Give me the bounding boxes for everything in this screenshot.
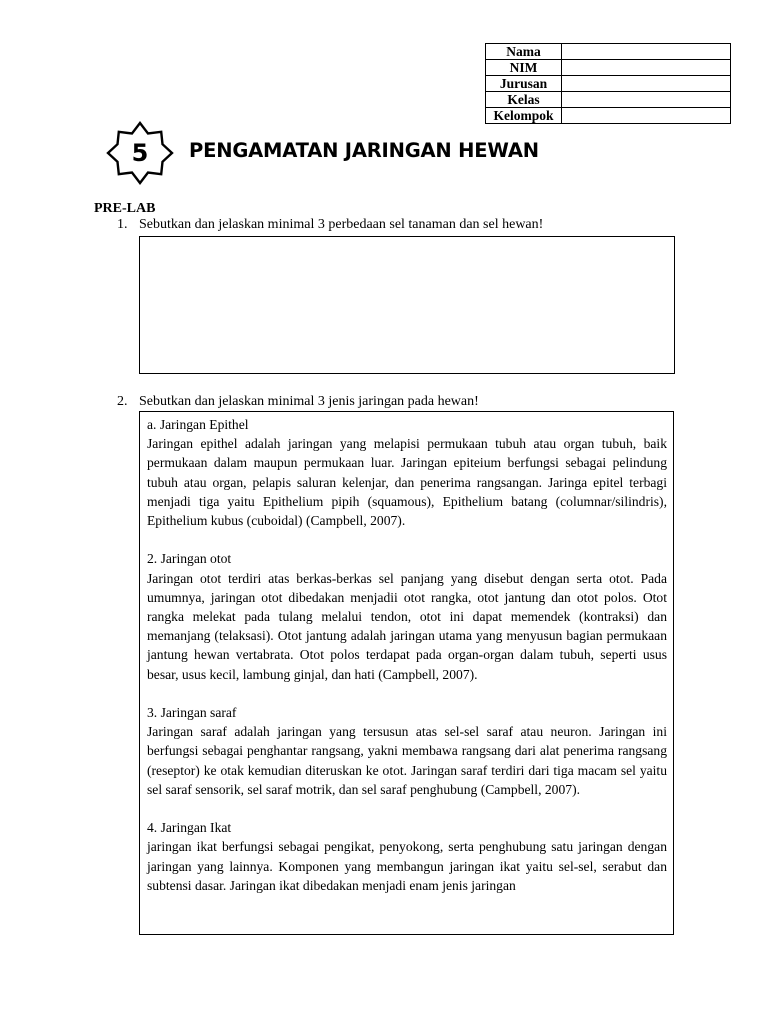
question-text: Sebutkan dan jelaskan minimal 3 jenis jaringan pada hewan! bbox=[139, 394, 479, 409]
info-label: Jurusan bbox=[486, 76, 562, 92]
section-heading: a. Jaringan Epithel bbox=[147, 417, 249, 432]
info-value-field[interactable] bbox=[562, 108, 731, 124]
section-heading: 4. Jaringan Ikat bbox=[147, 820, 232, 836]
chapter-title: PENGAMATAN JARINGAN HEWAN bbox=[189, 139, 539, 162]
section-body: Jaringan otot terdiri atas berkas-berkas sel panjang yang disebut dengan serta otot. Pada umumnya, jaringan otot dibedakan menjadii otot rangka, otot jantung dan otot polos. Otot rangka melekat pada tulang melalui tendon, otot ini dapat memendek (kontraksi) dan memanjang (telaksasi). Otot jantung adalah jaringan utama yang menyusun bagian permukaan jantung hewan vertabrata. Otot polos terdapat pada organ-organ dalam tubuh, seperti usus besar, usus kecil, lambung ginjal, dan hati (Campbell, 2007). bbox=[147, 570, 667, 682]
answer-box-2[interactable] bbox=[139, 411, 674, 935]
answer-box-1[interactable] bbox=[139, 236, 675, 374]
question-2 bbox=[117, 394, 479, 410]
question-text: Sebutkan dan jelaskan minimal 3 perbedaan sel tanaman dan sel hewan! bbox=[139, 217, 544, 232]
prelab-heading: PRE-LAB bbox=[94, 201, 156, 216]
info-value-field[interactable] bbox=[562, 44, 731, 60]
chapter-number: 5 bbox=[131, 139, 149, 167]
section-heading: 2. Jaringan otot bbox=[147, 551, 232, 567]
question-number: 2. bbox=[117, 394, 128, 409]
section-body: Jaringan saraf adalah jaringan yang tersusun atas sel-sel saraf atau neuron. Jaringan ini berfungsi sebagai penghantar rangsang, yakni membawa rangsang dari alat penerima rangsang (reseptor) ke otak kemudian diteruskan ke otot. Jaringan saraf terdiri dari tiga macam sel yaitu sel saraf sensorik, sel saraf motrik, dan sel saraf penghubung (Campbell, 2007). bbox=[147, 724, 667, 797]
info-row-nama bbox=[486, 44, 731, 60]
chapter-badge bbox=[106, 121, 174, 185]
info-row-jurusan bbox=[486, 76, 731, 92]
info-label: Kelas bbox=[486, 92, 562, 108]
paragraph-gap bbox=[147, 684, 667, 703]
info-label: Kelompok bbox=[486, 108, 562, 124]
info-label: Nama bbox=[486, 44, 562, 60]
info-row-nim bbox=[486, 60, 731, 76]
paragraph-gap bbox=[147, 530, 667, 549]
section-body: jaringan ikat berfungsi sebagai pengikat, penyokong, serta penghubung satu jaringan dengan jaringan yang lainnya. Komponen yang membangun jaringan ikat yaitu sel-sel, serabut dan subtensi dasar. Jaringan ikat dibedakan menjadi enam jenis jaringan bbox=[147, 839, 667, 893]
info-row-kelompok bbox=[486, 108, 731, 124]
info-value-field[interactable] bbox=[562, 76, 731, 92]
info-label: NIM bbox=[486, 60, 562, 76]
question-1 bbox=[117, 217, 543, 233]
info-value-field[interactable] bbox=[562, 92, 731, 108]
section-body: Jaringan epithel adalah jaringan yang melapisi permukaan tubuh atau organ tubuh, baik permukaan dalam maupun permukaan luar. Jaringan epiteium berfungsi sebagai pelindung tubuh atau organ, pelapis saluran kelenjar, dan penerima rangsangan. Jaringa epitel terbagi menjadi tiga yaitu Epithelium pipih (squamous), Epithelium batang (columnar/silindris), Epithelium kubus (cuboidal) (Campbell, 2007). bbox=[147, 436, 667, 529]
paragraph-gap bbox=[147, 799, 667, 818]
info-row-kelas bbox=[486, 92, 731, 108]
section-heading: 3. Jaringan saraf bbox=[147, 705, 237, 721]
student-info-table bbox=[485, 43, 731, 124]
question-number: 1. bbox=[117, 217, 128, 232]
info-value-field[interactable] bbox=[562, 60, 731, 76]
